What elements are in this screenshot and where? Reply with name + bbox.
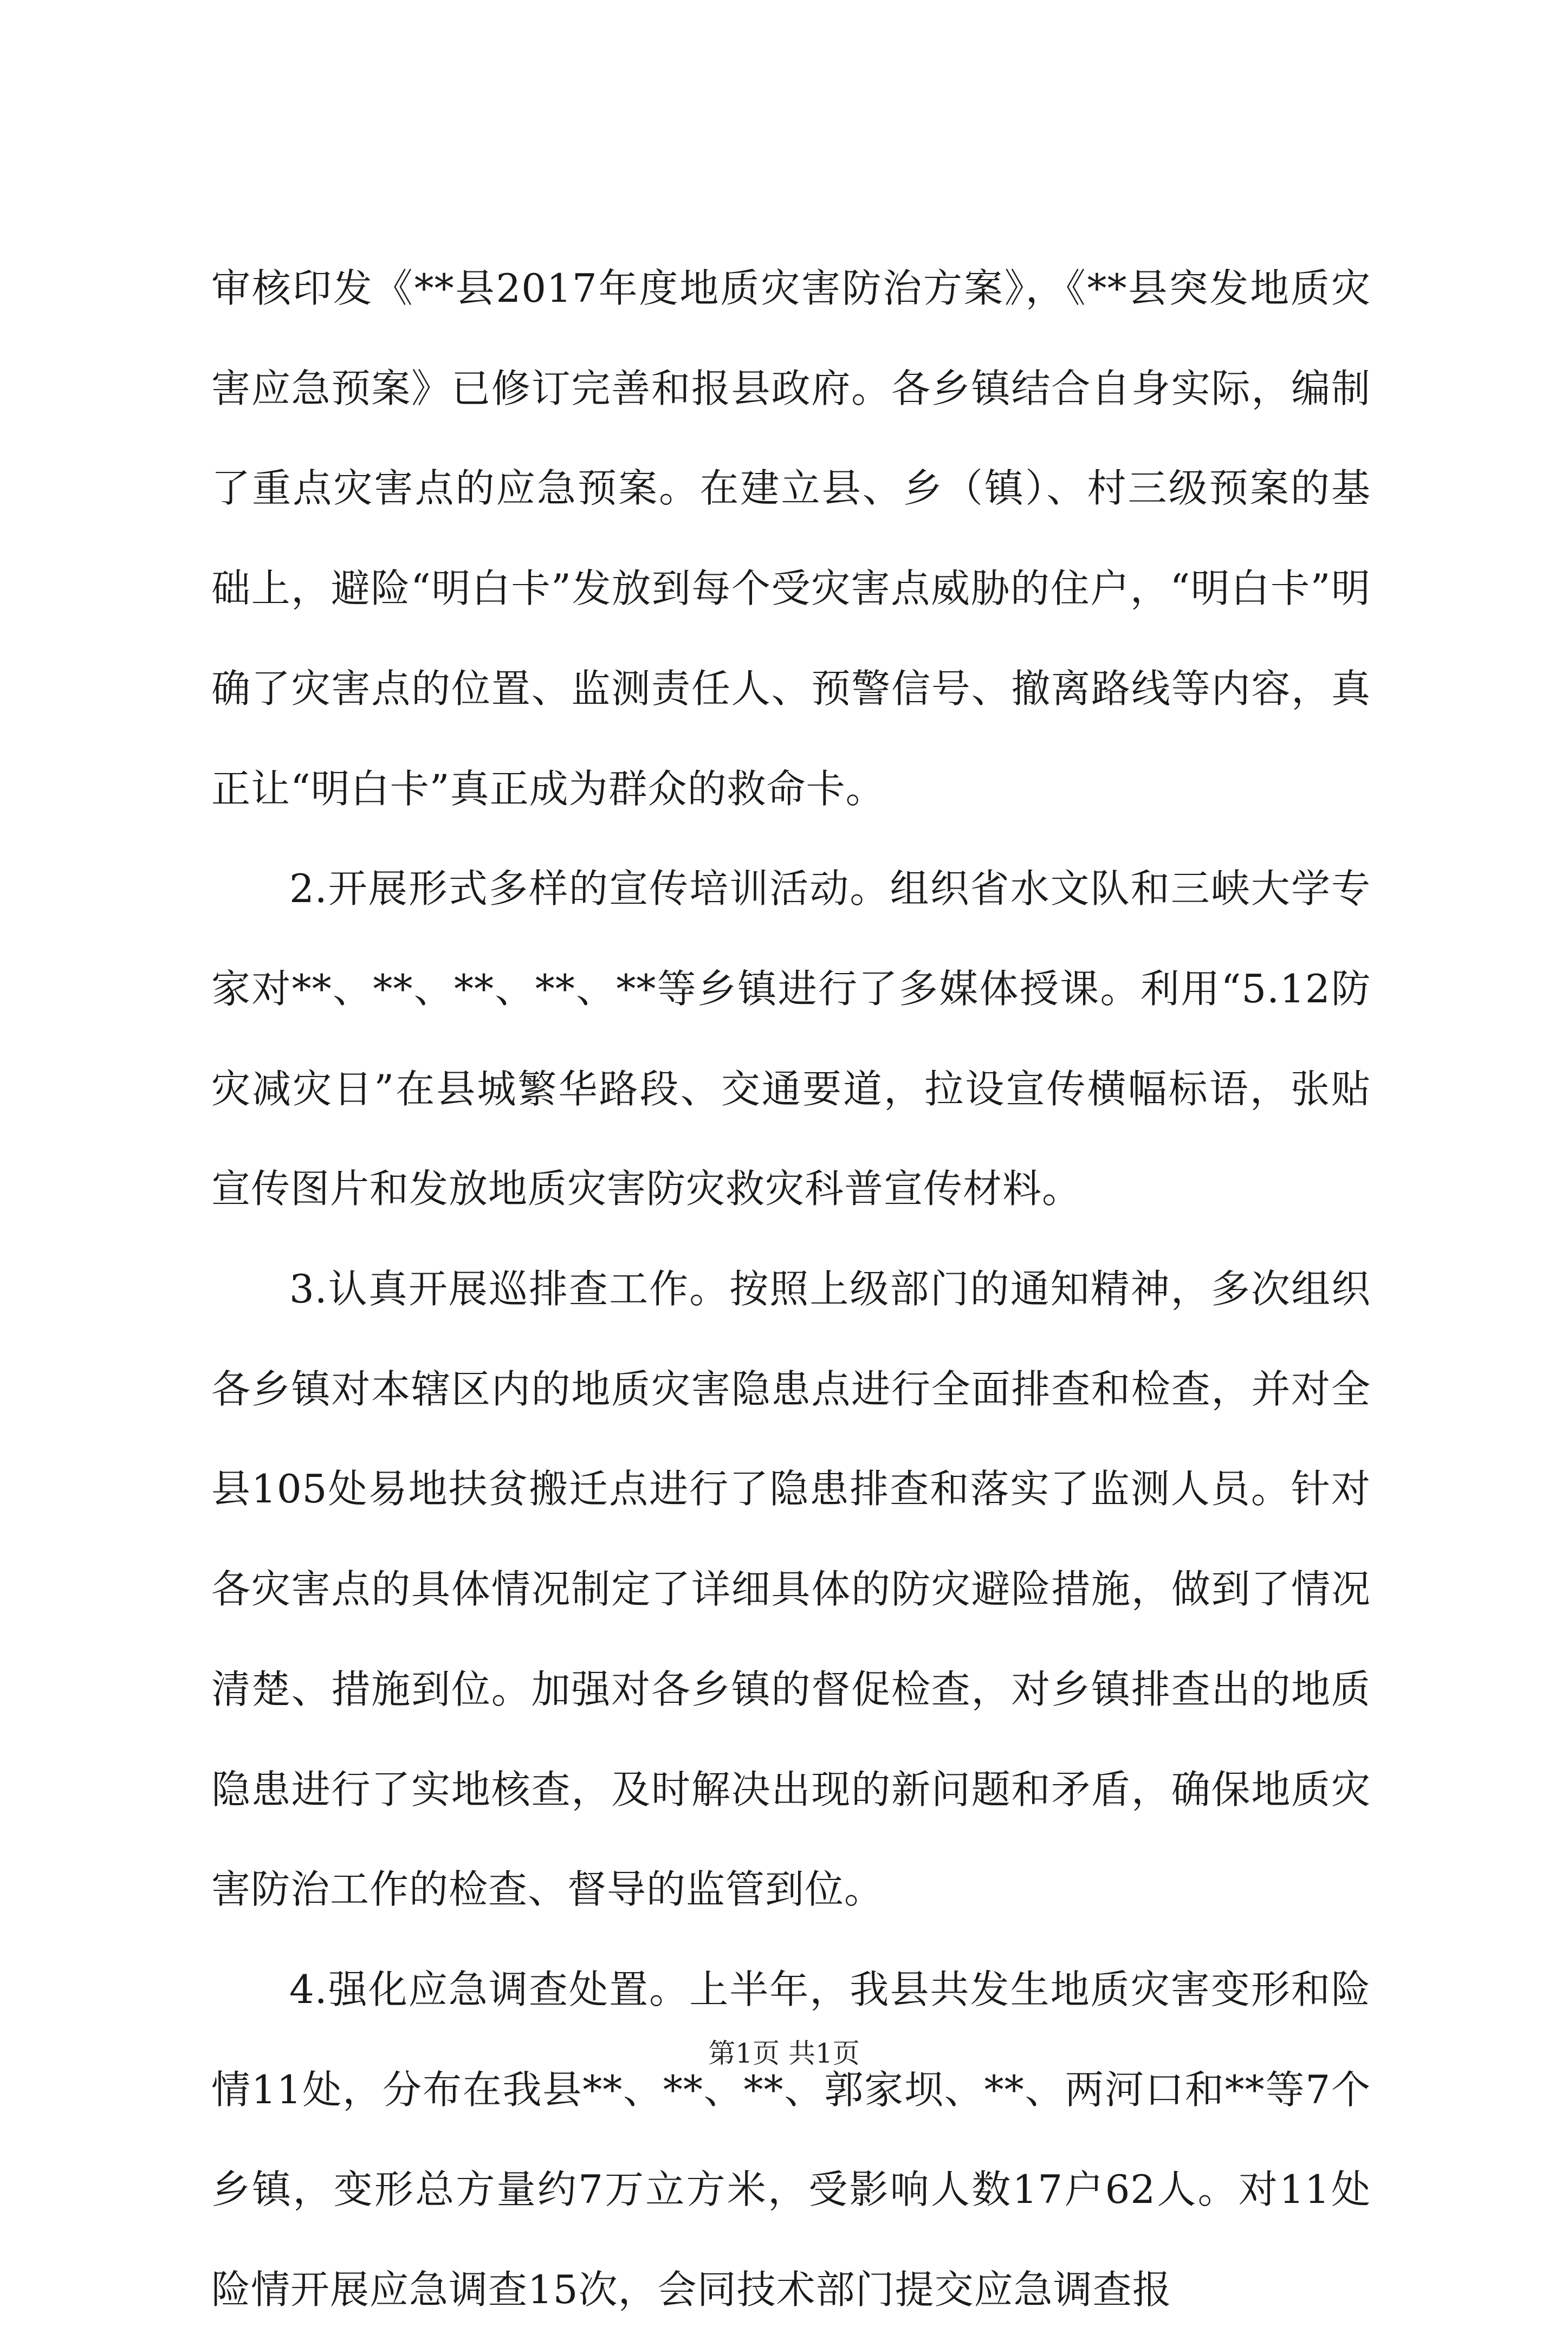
- paragraph-continuation: 审核印发《**县2017年度地质灾害防治方案》，《**县突发地质灾害应急预案》已修订完善和报县政府。各乡镇结合自身实际，编制了重点灾害点的应急预案。在建立县、乡（镇）、村三级预案的基础上，避险“明白卡”发放到每个受灾害点威胁的住户，“明白卡”明确了灾害点的位置、监测责任人、预警信号、撤离路线等内容，真正让“明白卡”真正成为群众的救命卡。: [211, 265, 1371, 812]
- page-footer: 第1页 共1页: [708, 2038, 860, 2069]
- paragraph-emergency-response: 4.强化应急调查处置。上半年，我县共发生地质灾害变形和险情11处，分布在我县**、**、**、郭家坝、**、两河口和**等7个乡镇，变形总方量约7万立方米，受影响人数17户62人。对11处险情开展应急调查15次，会同技术部门提交应急调查报: [211, 1966, 1371, 2313]
- paragraph-inspection: 3.认真开展巡排查工作。按照上级部门的通知精神，多次组织各乡镇对本辖区内的地质灾害隐患点进行全面排查和检查，并对全县105处易地扶贫搬迁点进行了隐患排查和落实了监测人员。针对各灾害点的具体情况制定了详细具体的防灾避险措施，做到了情况清楚、措施到位。加强对各乡镇的督促检查，对乡镇排查出的地质隐患进行了实地核查，及时解决出现的新问题和矛盾，确保地质灾害防治工作的检查、督导的监管到位。: [211, 1266, 1371, 1913]
- document-body: [211, 238, 1371, 2340]
- paragraph-publicity-training: 2.开展形式多样的宣传培训活动。组织省水文队和三峡大学专家对**、**、**、**、**等乡镇进行了多媒体授课。利用“5.12防灾减灾日”在县城繁华路段、交通要道，拉设宣传横幅标语，张贴宣传图片和发放地质灾害防灾救灾科普宣传材料。: [211, 866, 1371, 1212]
